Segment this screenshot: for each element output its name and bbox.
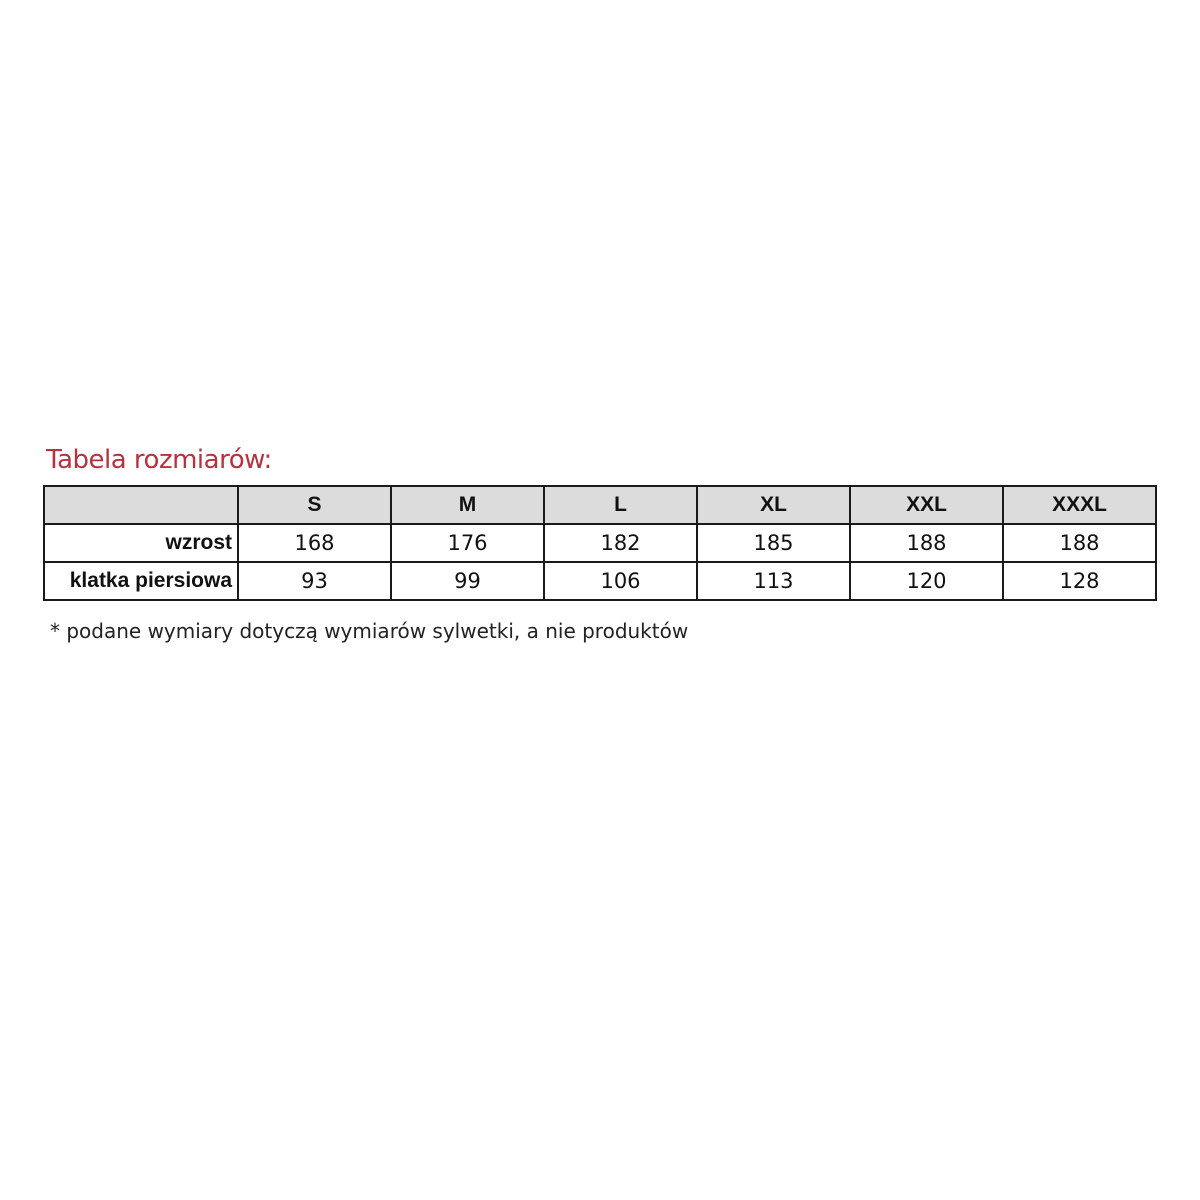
row-label-chest: klatka piersiowa [44,562,238,600]
table-row-chest [44,562,1156,600]
table-cell: 113 [697,562,850,600]
table-cell: 106 [544,562,697,600]
size-table [43,485,1157,601]
size-header-s: S [238,486,391,524]
table-row-height [44,524,1156,562]
table-cell: 99 [391,562,544,600]
size-header-row [44,486,1156,524]
table-cell: 188 [1003,524,1156,562]
header-corner-cell [44,486,238,524]
table-cell: 120 [850,562,1003,600]
size-header-xxl: XXL [850,486,1003,524]
size-header-l: L [544,486,697,524]
table-cell: 188 [850,524,1003,562]
size-header-xl: XL [697,486,850,524]
table-cell: 168 [238,524,391,562]
table-cell: 185 [697,524,850,562]
size-chart-title: Tabela rozmiarów: [46,445,272,475]
table-cell: 93 [238,562,391,600]
table-cell: 128 [1003,562,1156,600]
size-header-xxxl: XXXL [1003,486,1156,524]
table-cell: 176 [391,524,544,562]
footnote: * podane wymiary dotyczą wymiarów sylwetki, a nie produktów [50,619,689,643]
size-header-m: M [391,486,544,524]
table-cell: 182 [544,524,697,562]
row-label-height: wzrost [44,524,238,562]
